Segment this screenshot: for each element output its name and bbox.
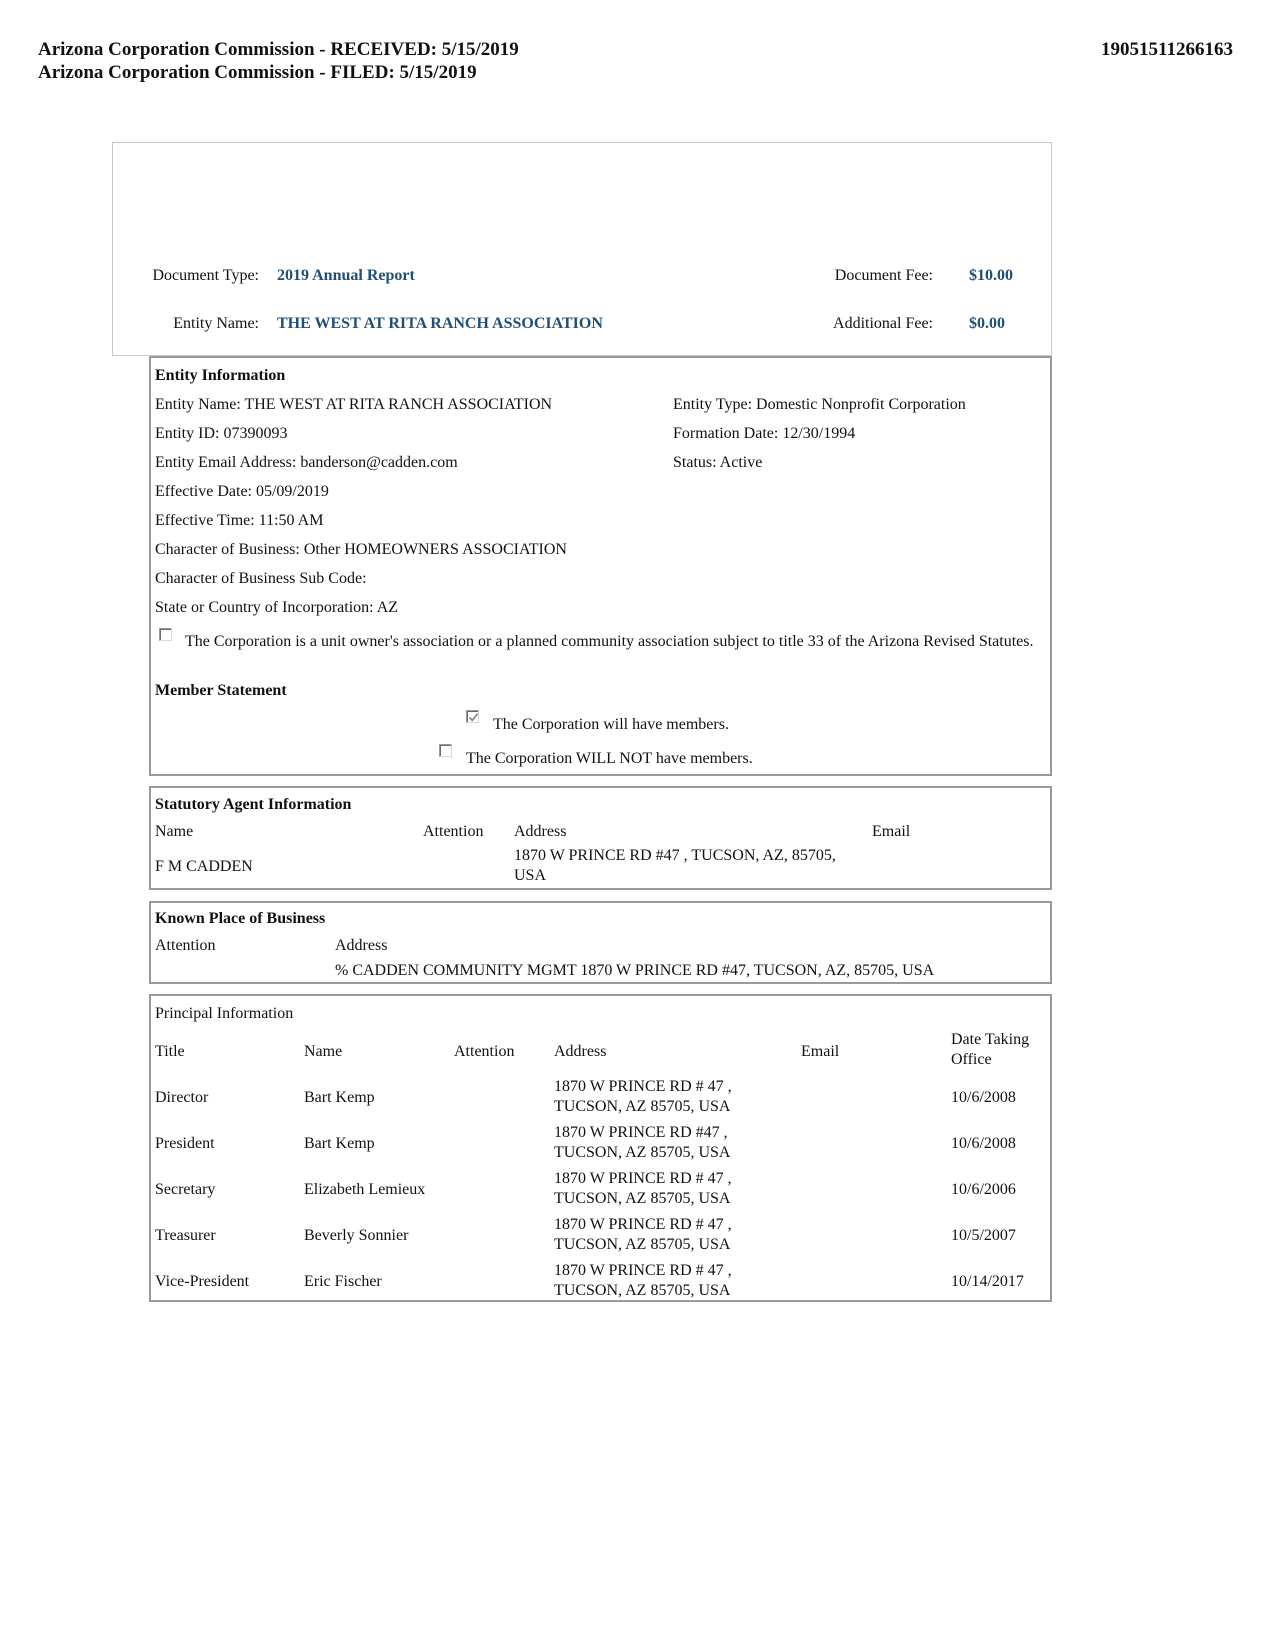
principal-date-header: Date Taking Office bbox=[951, 1031, 1030, 1068]
principal-name: Beverly Sonnier bbox=[304, 1227, 409, 1244]
principal-name: Bart Kemp bbox=[304, 1089, 375, 1106]
principal-date: 10/6/2008 bbox=[951, 1135, 1016, 1152]
state-of-incorporation: State or Country of Incorporation: AZ bbox=[155, 599, 399, 616]
known-place-attention-header: Attention bbox=[155, 937, 216, 954]
principal-address: 1870 W PRINCE RD # 47 , TUCSON, AZ 85705, USA bbox=[554, 1170, 732, 1207]
principal-date: 10/5/2007 bbox=[951, 1227, 1016, 1244]
known-place-address: % CADDEN COMMUNITY MGMT 1870 W PRINCE RD #47, TUCSON, AZ, 85705, USA bbox=[335, 962, 935, 979]
principal-attention-header: Attention bbox=[454, 1043, 515, 1060]
will-not-have-members-checkbox[interactable] bbox=[439, 744, 452, 757]
principal-name: Bart Kemp bbox=[304, 1135, 375, 1152]
statutory-agent-heading: Statutory Agent Information bbox=[155, 796, 352, 813]
principal-name-header: Name bbox=[304, 1043, 343, 1060]
entity-id: Entity ID: 07390093 bbox=[155, 425, 288, 442]
principal-title: President bbox=[155, 1135, 215, 1152]
member-statement-heading: Member Statement bbox=[155, 682, 287, 699]
entity-name-label: Entity Name: bbox=[173, 315, 259, 332]
document-number: 19051511266163 bbox=[1101, 39, 1233, 60]
principal-name: Elizabeth Lemieux bbox=[304, 1181, 426, 1198]
character-of-business-sub-code: Character of Business Sub Code: bbox=[155, 570, 367, 587]
summary-box bbox=[112, 142, 1052, 356]
principal-information-heading: Principal Information bbox=[155, 1005, 294, 1022]
document-type-value: 2019 Annual Report bbox=[277, 267, 415, 284]
document-type-label: Document Type: bbox=[152, 267, 259, 284]
agent-name: F M CADDEN bbox=[155, 858, 253, 875]
received-line: Arizona Corporation Commission - RECEIVED: 5/15/2019 bbox=[38, 39, 519, 60]
entity-type: Entity Type: Domestic Nonprofit Corporation bbox=[673, 396, 966, 413]
entity-email: Entity Email Address: banderson@cadden.com bbox=[155, 454, 458, 471]
principal-title: Vice-President bbox=[155, 1273, 250, 1290]
agent-attention-header: Attention bbox=[423, 823, 484, 840]
known-place-panel bbox=[149, 901, 1052, 984]
principal-date: 10/6/2006 bbox=[951, 1181, 1016, 1198]
agent-address: 1870 W PRINCE RD #47 , TUCSON, AZ, 85705, USA bbox=[514, 847, 836, 884]
principal-title: Director bbox=[155, 1089, 209, 1106]
filed-line: Arizona Corporation Commission - FILED: 5/15/2019 bbox=[38, 62, 477, 83]
principal-title: Treasurer bbox=[155, 1227, 216, 1244]
agent-address-header: Address bbox=[514, 823, 567, 840]
filing-stamp bbox=[38, 38, 519, 84]
entity-status: Status: Active bbox=[673, 454, 763, 471]
character-of-business: Character of Business: Other HOMEOWNERS ASSOCIATION bbox=[155, 541, 567, 558]
principal-email-header: Email bbox=[801, 1043, 840, 1060]
effective-time: Effective Time: 11:50 AM bbox=[155, 512, 324, 529]
agent-name-header: Name bbox=[155, 823, 194, 840]
principal-date: 10/14/2017 bbox=[951, 1273, 1024, 1290]
principal-information-panel bbox=[149, 994, 1052, 1302]
additional-fee-value: $0.00 bbox=[969, 315, 1005, 332]
agent-email-header: Email bbox=[872, 823, 911, 840]
entity-information-heading: Entity Information bbox=[155, 367, 286, 384]
principal-address: 1870 W PRINCE RD # 47 , TUCSON, AZ 85705, USA bbox=[554, 1216, 732, 1253]
principal-date: 10/6/2008 bbox=[951, 1089, 1016, 1106]
principal-title: Secretary bbox=[155, 1181, 216, 1198]
entity-name-value: THE WEST AT RITA RANCH ASSOCIATION bbox=[277, 315, 603, 332]
principal-name: Eric Fischer bbox=[304, 1273, 382, 1290]
principal-title-header: Title bbox=[155, 1043, 185, 1060]
will-not-have-members-label: The Corporation WILL NOT have members. bbox=[466, 750, 753, 767]
document-fee-label: Document Fee: bbox=[834, 267, 933, 284]
checkmark-icon bbox=[467, 711, 480, 724]
will-have-members-label: The Corporation will have members. bbox=[493, 716, 729, 733]
entity-information-panel bbox=[149, 356, 1052, 776]
principal-address: 1870 W PRINCE RD # 47 , TUCSON, AZ 85705, USA bbox=[554, 1078, 732, 1115]
principal-address-header: Address bbox=[554, 1043, 607, 1060]
effective-date: Effective Date: 05/09/2019 bbox=[155, 483, 329, 500]
known-place-heading: Known Place of Business bbox=[155, 910, 326, 927]
document-fee-value: $10.00 bbox=[969, 267, 1013, 284]
will-have-members-checkbox[interactable] bbox=[466, 710, 479, 723]
entity-name: Entity Name: THE WEST AT RITA RANCH ASSOCIATION bbox=[155, 396, 553, 413]
additional-fee-label: Additional Fee: bbox=[833, 315, 933, 332]
principal-address: 1870 W PRINCE RD #47 , TUCSON, AZ 85705, USA bbox=[554, 1124, 731, 1161]
known-place-address-header: Address bbox=[335, 937, 388, 954]
formation-date: Formation Date: 12/30/1994 bbox=[673, 425, 856, 442]
principal-address: 1870 W PRINCE RD # 47 , TUCSON, AZ 85705, USA bbox=[554, 1262, 732, 1299]
title33-statement: The Corporation is a unit owner's association or a planned community association subject to title 33 of the Arizona Revised Statutes. bbox=[185, 633, 1034, 650]
statutory-agent-panel bbox=[149, 786, 1052, 890]
